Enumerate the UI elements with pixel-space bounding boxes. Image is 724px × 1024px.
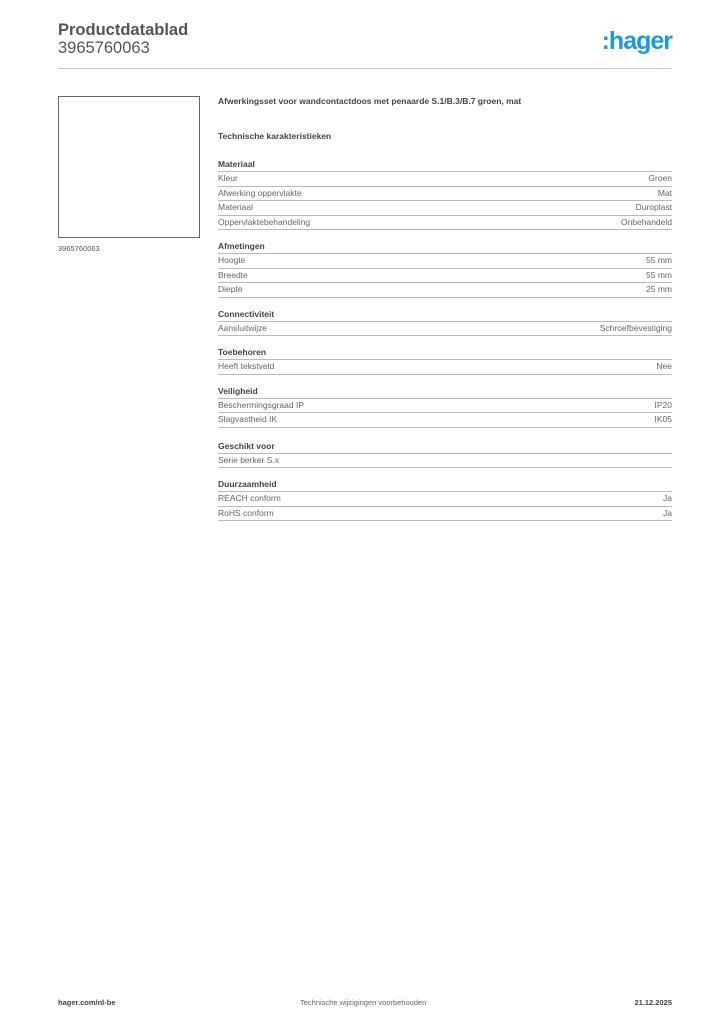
spec-section — [218, 346, 672, 375]
spec-label: RoHS conform — [218, 507, 274, 518]
spec-row — [218, 187, 672, 202]
spec-value: Duroplast — [635, 202, 672, 212]
spec-value: Onbehandeld — [620, 216, 672, 227]
tech-heading: Technische karakteristieken — [218, 131, 332, 141]
spec-row — [218, 413, 672, 428]
section-heading: Afmetingen — [218, 240, 672, 254]
spec-sections — [218, 158, 672, 521]
spec-label: Slagvastheid IK — [218, 414, 278, 424]
footer-website-link[interactable]: hager.com/nl-be — [58, 998, 116, 1007]
spec-label: Beschermingsgraad IP — [218, 399, 304, 410]
spec-value: IK05 — [654, 414, 672, 424]
spec-label: Diepte — [218, 284, 243, 294]
spec-row — [218, 201, 672, 216]
hager-logo: :hager — [601, 27, 672, 55]
spec-value: Mat — [657, 187, 672, 198]
spec-section — [218, 308, 672, 337]
spec-value: Groen — [648, 173, 672, 183]
spec-value: Ja — [663, 493, 672, 503]
spec-section — [218, 440, 672, 469]
section-heading: Connectiviteit — [218, 308, 672, 322]
spec-value: Schroefbevestiging — [599, 322, 672, 333]
spec-content — [218, 96, 672, 531]
header-divider — [58, 68, 672, 69]
spec-label: Breedte — [218, 269, 248, 280]
spec-row — [218, 399, 672, 414]
spec-row — [218, 216, 672, 231]
section-heading: Geschikt voor — [218, 440, 672, 454]
footer-date: 21.12.2025 — [634, 998, 672, 1007]
spec-label: Afwerking oppervlakte — [218, 187, 302, 198]
spec-value: IP20 — [654, 399, 672, 410]
page-title: Productdatablad — [58, 21, 189, 39]
spec-row — [218, 454, 672, 469]
spec-row — [218, 492, 672, 507]
spec-row — [218, 507, 672, 522]
spec-row — [218, 172, 672, 187]
spec-label: Heeft tekstveld — [218, 361, 275, 371]
spec-section — [218, 478, 672, 521]
product-description: Afwerkingsset voor wandcontactdoos met penaarde S.1/B.3/B.7 groen, mat — [218, 96, 522, 106]
spec-value: 55 mm — [646, 269, 672, 280]
spec-value: Nee — [656, 361, 672, 371]
footer-disclaimer: Technische wijzigingen voorbehouden — [300, 998, 427, 1007]
spec-label: Aansluitwijze — [218, 322, 268, 333]
spec-label: Oppervlaktebehandeling — [218, 216, 311, 227]
spec-label: Kleur — [218, 173, 238, 183]
spec-section — [218, 385, 672, 428]
spec-label: Materiaal — [218, 202, 253, 212]
image-caption: 3965760063 — [58, 244, 100, 253]
section-heading: Duurzaamheid — [218, 478, 672, 492]
spec-row — [218, 283, 672, 298]
spec-row — [218, 360, 672, 375]
spec-value: 25 mm — [646, 284, 672, 294]
spec-row — [218, 254, 672, 269]
spec-label: Serie berker S.x — [218, 454, 279, 465]
section-heading: Materiaal — [218, 158, 672, 172]
product-image — [58, 96, 200, 238]
spec-row — [218, 322, 672, 337]
section-heading: Veiligheid — [218, 385, 672, 399]
spec-label: REACH conform — [218, 493, 281, 503]
spec-value: Ja — [663, 507, 672, 518]
spec-value: 55 mm — [646, 255, 672, 265]
spec-section — [218, 240, 672, 298]
product-code: 3965760063 — [58, 39, 150, 57]
section-heading: Toebehoren — [218, 346, 672, 360]
spec-label: Hoogte — [218, 255, 246, 265]
spec-row — [218, 269, 672, 284]
spec-section — [218, 158, 672, 230]
